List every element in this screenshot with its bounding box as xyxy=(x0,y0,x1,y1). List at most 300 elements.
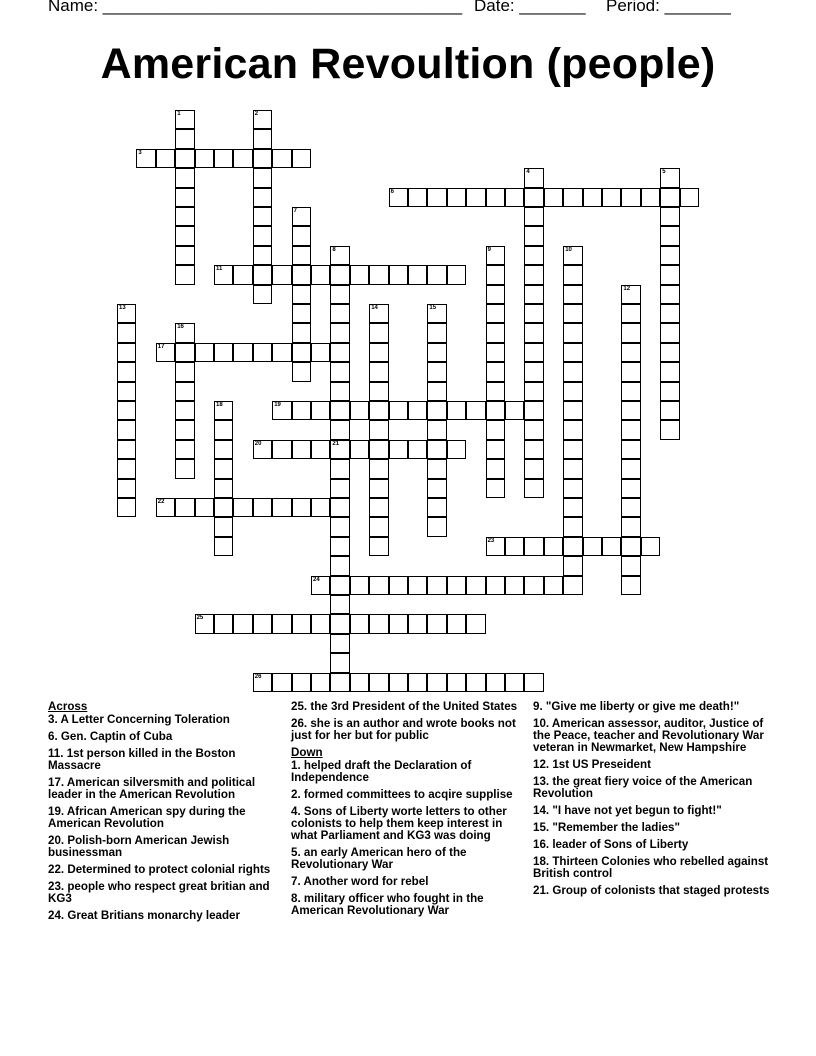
crossword-cell[interactable] xyxy=(486,576,505,595)
crossword-cell[interactable] xyxy=(253,168,272,187)
crossword-cell[interactable] xyxy=(505,188,524,207)
crossword-cell[interactable] xyxy=(389,440,408,459)
crossword-cell[interactable] xyxy=(621,304,640,323)
crossword-cell[interactable] xyxy=(389,401,408,420)
crossword-cell[interactable] xyxy=(641,188,660,207)
crossword-cell[interactable] xyxy=(466,673,485,692)
crossword-cell[interactable] xyxy=(175,382,194,401)
crossword-cell[interactable] xyxy=(427,362,446,381)
crossword-cell[interactable] xyxy=(524,265,543,284)
name-field: Name: ______________________________________ xyxy=(48,0,463,15)
crossword-cell[interactable] xyxy=(253,226,272,245)
crossword-cell[interactable] xyxy=(621,479,640,498)
crossword-cell[interactable] xyxy=(660,304,679,323)
crossword-cell[interactable] xyxy=(427,265,446,284)
crossword-cell[interactable] xyxy=(660,285,679,304)
crossword-cell[interactable] xyxy=(292,673,311,692)
crossword-cell[interactable] xyxy=(505,673,524,692)
crossword-cell[interactable] xyxy=(330,343,349,362)
crossword-cell[interactable] xyxy=(272,614,291,633)
crossword-cell[interactable] xyxy=(117,479,136,498)
crossword-cell[interactable] xyxy=(524,226,543,245)
across-clue: 25. the 3rd President of the United States xyxy=(291,700,518,713)
crossword-cell[interactable] xyxy=(583,188,602,207)
crossword-cell[interactable] xyxy=(214,614,233,633)
crossword-cell[interactable] xyxy=(583,537,602,556)
crossword-cell[interactable] xyxy=(486,479,505,498)
crossword-cell[interactable] xyxy=(117,362,136,381)
crossword-cell[interactable] xyxy=(621,285,640,304)
crossword-cell[interactable] xyxy=(330,265,349,284)
crossword-cell[interactable] xyxy=(621,323,640,342)
crossword-cell[interactable] xyxy=(214,498,233,517)
crossword-cell[interactable] xyxy=(369,382,388,401)
crossword-cell[interactable] xyxy=(621,517,640,536)
crossword-cell[interactable] xyxy=(292,498,311,517)
crossword-cell[interactable] xyxy=(427,323,446,342)
crossword-cell[interactable] xyxy=(563,420,582,439)
crossword-cell[interactable] xyxy=(156,149,175,168)
crossword-cell[interactable] xyxy=(369,401,388,420)
crossword-cell[interactable] xyxy=(330,323,349,342)
crossword-cell[interactable] xyxy=(563,188,582,207)
crossword-cell[interactable] xyxy=(214,265,233,284)
crossword-cell[interactable] xyxy=(447,440,466,459)
crossword-cell[interactable] xyxy=(175,459,194,478)
crossword-cell[interactable] xyxy=(253,188,272,207)
crossword-cell[interactable] xyxy=(486,285,505,304)
crossword-cell[interactable] xyxy=(330,634,349,653)
crossword-cell[interactable] xyxy=(330,246,349,265)
crossword-cell[interactable] xyxy=(563,401,582,420)
crossword-cell[interactable] xyxy=(175,362,194,381)
crossword-cell[interactable] xyxy=(660,246,679,265)
crossword-cell[interactable] xyxy=(389,614,408,633)
crossword-cell[interactable] xyxy=(563,285,582,304)
crossword-cell[interactable] xyxy=(389,188,408,207)
crossword-cell[interactable] xyxy=(524,188,543,207)
crossword-cell[interactable] xyxy=(408,673,427,692)
crossword-cell[interactable] xyxy=(175,168,194,187)
crossword-cell[interactable] xyxy=(311,401,330,420)
crossword-cell[interactable] xyxy=(447,401,466,420)
crossword-cell[interactable] xyxy=(175,110,194,129)
crossword-cell[interactable] xyxy=(350,576,369,595)
crossword-cell[interactable] xyxy=(524,401,543,420)
crossword-cell[interactable] xyxy=(117,420,136,439)
crossword-cell[interactable] xyxy=(544,576,563,595)
crossword-cell[interactable] xyxy=(408,576,427,595)
crossword-cell[interactable] xyxy=(369,614,388,633)
crossword-cell[interactable] xyxy=(330,576,349,595)
crossword-cell[interactable] xyxy=(621,382,640,401)
crossword-cell[interactable] xyxy=(641,537,660,556)
crossword-cell[interactable] xyxy=(136,149,155,168)
crossword-cell[interactable] xyxy=(621,498,640,517)
clue-number: 1 xyxy=(177,111,181,117)
crossword-cell[interactable] xyxy=(486,382,505,401)
crossword-cell[interactable] xyxy=(175,188,194,207)
crossword-cell[interactable] xyxy=(369,440,388,459)
clue-number: 6 xyxy=(390,188,394,195)
crossword-cell[interactable] xyxy=(175,129,194,148)
crossword-cell[interactable] xyxy=(292,226,311,245)
crossword-cell[interactable] xyxy=(660,362,679,381)
crossword-cell[interactable] xyxy=(486,440,505,459)
crossword-cell[interactable] xyxy=(524,362,543,381)
crossword-cell[interactable] xyxy=(330,673,349,692)
crossword-cell[interactable] xyxy=(408,188,427,207)
crossword-cell[interactable] xyxy=(117,440,136,459)
crossword-cell[interactable] xyxy=(427,498,446,517)
crossword-cell[interactable] xyxy=(486,304,505,323)
crossword-cell[interactable] xyxy=(369,498,388,517)
crossword-cell[interactable] xyxy=(272,401,291,420)
crossword-cell[interactable] xyxy=(330,595,349,614)
crossword-cell[interactable] xyxy=(563,265,582,284)
crossword-cell[interactable] xyxy=(621,537,640,556)
crossword-cell[interactable] xyxy=(253,285,272,304)
crossword-cell[interactable] xyxy=(563,479,582,498)
crossword-cell[interactable] xyxy=(350,673,369,692)
crossword-cell[interactable] xyxy=(621,420,640,439)
crossword-cell[interactable] xyxy=(214,343,233,362)
crossword-cell[interactable] xyxy=(292,265,311,284)
crossword-cell[interactable] xyxy=(447,265,466,284)
crossword-cell[interactable] xyxy=(427,673,446,692)
crossword-cell[interactable] xyxy=(272,343,291,362)
crossword-cell[interactable] xyxy=(253,498,272,517)
crossword-cell[interactable] xyxy=(621,459,640,478)
crossword-cell[interactable] xyxy=(214,479,233,498)
crossword-cell[interactable] xyxy=(563,576,582,595)
crossword-cell[interactable] xyxy=(524,420,543,439)
crossword-cell[interactable] xyxy=(524,323,543,342)
crossword-cell[interactable] xyxy=(486,246,505,265)
crossword-cell[interactable] xyxy=(524,440,543,459)
crossword-cell[interactable] xyxy=(621,188,640,207)
crossword-cell[interactable] xyxy=(195,149,214,168)
crossword-cell[interactable] xyxy=(311,343,330,362)
crossword-cell[interactable] xyxy=(524,479,543,498)
crossword-cell[interactable] xyxy=(486,401,505,420)
crossword-cell[interactable] xyxy=(214,440,233,459)
crossword-cell[interactable] xyxy=(272,673,291,692)
crossword-cell[interactable] xyxy=(505,576,524,595)
crossword-cell[interactable] xyxy=(175,440,194,459)
crossword-cell[interactable] xyxy=(292,362,311,381)
crossword-cell[interactable] xyxy=(350,401,369,420)
crossword-cell[interactable] xyxy=(486,537,505,556)
crossword-cell[interactable] xyxy=(505,401,524,420)
crossword-cell[interactable] xyxy=(621,401,640,420)
crossword-cell[interactable] xyxy=(621,576,640,595)
crossword-cell[interactable] xyxy=(369,362,388,381)
crossword-cell[interactable] xyxy=(175,226,194,245)
crossword-cell[interactable] xyxy=(563,246,582,265)
crossword-cell[interactable] xyxy=(621,343,640,362)
crossword-cell[interactable] xyxy=(253,110,272,129)
crossword-cell[interactable] xyxy=(427,420,446,439)
down-clue: 18. Thirteen Colonies who rebelled against British control xyxy=(533,855,769,880)
crossword-cell[interactable] xyxy=(330,537,349,556)
crossword-cell[interactable] xyxy=(214,517,233,536)
crossword-cell[interactable] xyxy=(486,343,505,362)
crossword-cell[interactable] xyxy=(408,440,427,459)
crossword-cell[interactable] xyxy=(292,440,311,459)
date-field: Date: _______ xyxy=(474,0,586,15)
crossword-cell[interactable] xyxy=(621,362,640,381)
crossword-cell[interactable] xyxy=(563,498,582,517)
crossword-cell[interactable] xyxy=(311,614,330,633)
crossword-cell[interactable] xyxy=(660,226,679,245)
crossword-cell[interactable] xyxy=(330,420,349,439)
crossword-cell[interactable] xyxy=(214,401,233,420)
crossword-cell[interactable] xyxy=(563,323,582,342)
crossword-cell[interactable] xyxy=(330,498,349,517)
crossword-cell[interactable] xyxy=(330,440,349,459)
crossword-cell[interactable] xyxy=(427,343,446,362)
crossword-cell[interactable] xyxy=(427,479,446,498)
crossword-cell[interactable] xyxy=(408,265,427,284)
crossword-cell[interactable] xyxy=(175,343,194,362)
crossword-cell[interactable] xyxy=(195,343,214,362)
crossword-cell[interactable] xyxy=(253,265,272,284)
crossword-cell[interactable] xyxy=(486,362,505,381)
crossword-cell[interactable] xyxy=(175,207,194,226)
crossword-cell[interactable] xyxy=(660,168,679,187)
crossword-cell[interactable] xyxy=(602,537,621,556)
crossword-cell[interactable] xyxy=(175,420,194,439)
crossword-cell[interactable] xyxy=(524,537,543,556)
crossword-cell[interactable] xyxy=(505,537,524,556)
crossword-cell[interactable] xyxy=(292,246,311,265)
crossword-cell[interactable] xyxy=(427,304,446,323)
crossword-cell[interactable] xyxy=(330,653,349,672)
crossword-cell[interactable] xyxy=(427,517,446,536)
crossword-cell[interactable] xyxy=(447,614,466,633)
crossword-cell[interactable] xyxy=(175,265,194,284)
crossword-cell[interactable] xyxy=(330,304,349,323)
crossword-cell[interactable] xyxy=(272,498,291,517)
crossword-cell[interactable] xyxy=(447,188,466,207)
crossword-cell[interactable] xyxy=(311,440,330,459)
crossword-cell[interactable] xyxy=(292,304,311,323)
crossword-cell[interactable] xyxy=(233,149,252,168)
crossword-cell[interactable] xyxy=(214,537,233,556)
crossword-cell[interactable] xyxy=(117,343,136,362)
crossword-cell[interactable] xyxy=(466,188,485,207)
crossword-cell[interactable] xyxy=(427,188,446,207)
crossword-cell[interactable] xyxy=(350,614,369,633)
crossword-cell[interactable] xyxy=(292,323,311,342)
crossword-cell[interactable] xyxy=(117,382,136,401)
crossword-cell[interactable] xyxy=(563,440,582,459)
crossword-cell[interactable] xyxy=(253,440,272,459)
crossword-cell[interactable] xyxy=(466,614,485,633)
crossword-cell[interactable] xyxy=(117,459,136,478)
crossword-cell[interactable] xyxy=(486,265,505,284)
crossword-cell[interactable] xyxy=(524,382,543,401)
crossword-cell[interactable] xyxy=(350,265,369,284)
crossword-cell[interactable] xyxy=(427,459,446,478)
crossword-cell[interactable] xyxy=(486,459,505,478)
crossword-cell[interactable] xyxy=(680,188,699,207)
crossword-cell[interactable] xyxy=(311,673,330,692)
crossword-cell[interactable] xyxy=(292,614,311,633)
crossword-cell[interactable] xyxy=(253,343,272,362)
crossword-cell[interactable] xyxy=(621,556,640,575)
crossword-cell[interactable] xyxy=(563,343,582,362)
crossword-cell[interactable] xyxy=(660,401,679,420)
crossword-cell[interactable] xyxy=(466,576,485,595)
crossword-cell[interactable] xyxy=(292,343,311,362)
crossword-cell[interactable] xyxy=(369,537,388,556)
crossword-cell[interactable] xyxy=(660,207,679,226)
crossword-cell[interactable] xyxy=(330,614,349,633)
crossword-cell[interactable] xyxy=(233,343,252,362)
crossword-cell[interactable] xyxy=(233,498,252,517)
crossword-cell[interactable] xyxy=(253,149,272,168)
crossword-cell[interactable] xyxy=(175,498,194,517)
crossword-cell[interactable] xyxy=(389,265,408,284)
crossword-cell[interactable] xyxy=(117,401,136,420)
crossword-cell[interactable] xyxy=(466,401,485,420)
crossword-cell[interactable] xyxy=(660,265,679,284)
crossword-cell[interactable] xyxy=(117,323,136,342)
crossword-cell[interactable] xyxy=(563,382,582,401)
crossword-cell[interactable] xyxy=(233,265,252,284)
crossword-cell[interactable] xyxy=(563,304,582,323)
crossword-cell[interactable] xyxy=(389,673,408,692)
crossword-cell[interactable] xyxy=(350,440,369,459)
crossword-cell[interactable] xyxy=(272,149,291,168)
crossword-cell[interactable] xyxy=(389,576,408,595)
crossword-cell[interactable] xyxy=(524,285,543,304)
crossword-cell[interactable] xyxy=(369,673,388,692)
crossword-cell[interactable] xyxy=(544,188,563,207)
crossword-cell[interactable] xyxy=(660,343,679,362)
crossword-cell[interactable] xyxy=(427,440,446,459)
crossword-cell[interactable] xyxy=(524,459,543,478)
crossword-cell[interactable] xyxy=(369,265,388,284)
crossword-cell[interactable] xyxy=(524,207,543,226)
crossword-cell[interactable] xyxy=(214,149,233,168)
crossword-cell[interactable] xyxy=(253,246,272,265)
crossword-cell[interactable] xyxy=(524,168,543,187)
crossword-cell[interactable] xyxy=(660,382,679,401)
crossword-cell[interactable] xyxy=(330,362,349,381)
crossword-cell[interactable] xyxy=(369,479,388,498)
crossword-cell[interactable] xyxy=(214,420,233,439)
crossword-cell[interactable] xyxy=(369,517,388,536)
crossword-cell[interactable] xyxy=(369,304,388,323)
crossword-cell[interactable] xyxy=(117,498,136,517)
crossword-cell[interactable] xyxy=(330,401,349,420)
crossword-cell[interactable] xyxy=(214,459,233,478)
crossword-cell[interactable] xyxy=(311,576,330,595)
clue-number: 22 xyxy=(157,499,165,505)
puzzle-title: American Revoultion (people) xyxy=(100,40,716,88)
crossword-cell[interactable] xyxy=(524,576,543,595)
crossword-cell[interactable] xyxy=(660,188,679,207)
crossword-cell[interactable] xyxy=(486,420,505,439)
crossword-cell[interactable] xyxy=(486,188,505,207)
crossword-cell[interactable] xyxy=(486,673,505,692)
crossword-cell[interactable] xyxy=(427,382,446,401)
crossword-cell[interactable] xyxy=(253,129,272,148)
crossword-cell[interactable] xyxy=(117,304,136,323)
crossword-cell[interactable] xyxy=(660,323,679,342)
crossword-cell[interactable] xyxy=(524,673,543,692)
crossword-cell[interactable] xyxy=(563,517,582,536)
crossword-cell[interactable] xyxy=(156,498,175,517)
crossword-cell[interactable] xyxy=(621,440,640,459)
crossword-cell[interactable] xyxy=(233,614,252,633)
crossword-cell[interactable] xyxy=(253,673,272,692)
crossword-cell[interactable] xyxy=(292,401,311,420)
crossword-cell[interactable] xyxy=(311,498,330,517)
crossword-cell[interactable] xyxy=(660,420,679,439)
crossword-cell[interactable] xyxy=(330,459,349,478)
crossword-cell[interactable] xyxy=(524,343,543,362)
crossword-cell[interactable] xyxy=(253,614,272,633)
crossword-cell[interactable] xyxy=(330,556,349,575)
crossword-cell[interactable] xyxy=(369,576,388,595)
crossword-cell[interactable] xyxy=(330,285,349,304)
crossword-cell[interactable] xyxy=(427,576,446,595)
crossword-cell[interactable] xyxy=(330,479,349,498)
crossword-cell[interactable] xyxy=(563,459,582,478)
crossword-cell[interactable] xyxy=(544,537,563,556)
crossword-cell[interactable] xyxy=(369,420,388,439)
crossword-cell[interactable] xyxy=(330,382,349,401)
crossword-cell[interactable] xyxy=(272,265,291,284)
crossword-cell[interactable] xyxy=(330,517,349,536)
crossword-cell[interactable] xyxy=(563,556,582,575)
crossword-cell[interactable] xyxy=(175,149,194,168)
crossword-cell[interactable] xyxy=(369,343,388,362)
crossword-cell[interactable] xyxy=(486,323,505,342)
crossword-cell[interactable] xyxy=(408,614,427,633)
crossword-cell[interactable] xyxy=(253,207,272,226)
crossword-cell[interactable] xyxy=(427,614,446,633)
crossword-cell[interactable] xyxy=(292,285,311,304)
crossword-cell[interactable] xyxy=(369,323,388,342)
crossword-cell[interactable] xyxy=(292,207,311,226)
crossword-cell[interactable] xyxy=(195,498,214,517)
crossword-cell[interactable] xyxy=(175,323,194,342)
crossword-cell[interactable] xyxy=(427,401,446,420)
crossword-cell[interactable] xyxy=(408,401,427,420)
crossword-cell[interactable] xyxy=(447,576,466,595)
crossword-cell[interactable] xyxy=(524,246,543,265)
crossword-cell[interactable] xyxy=(369,459,388,478)
crossword-cell[interactable] xyxy=(292,149,311,168)
crossword-cell[interactable] xyxy=(175,246,194,265)
crossword-cell[interactable] xyxy=(272,440,291,459)
crossword-cell[interactable] xyxy=(563,362,582,381)
clue-number: 2 xyxy=(254,111,259,117)
crossword-cell[interactable] xyxy=(195,614,214,633)
crossword-cell[interactable] xyxy=(602,188,621,207)
crossword-cell[interactable] xyxy=(563,537,582,556)
crossword-cell[interactable] xyxy=(311,265,330,284)
crossword-cell[interactable] xyxy=(175,401,194,420)
crossword-cell[interactable] xyxy=(524,304,543,323)
crossword-cell[interactable] xyxy=(447,673,466,692)
crossword-cell[interactable] xyxy=(156,343,175,362)
